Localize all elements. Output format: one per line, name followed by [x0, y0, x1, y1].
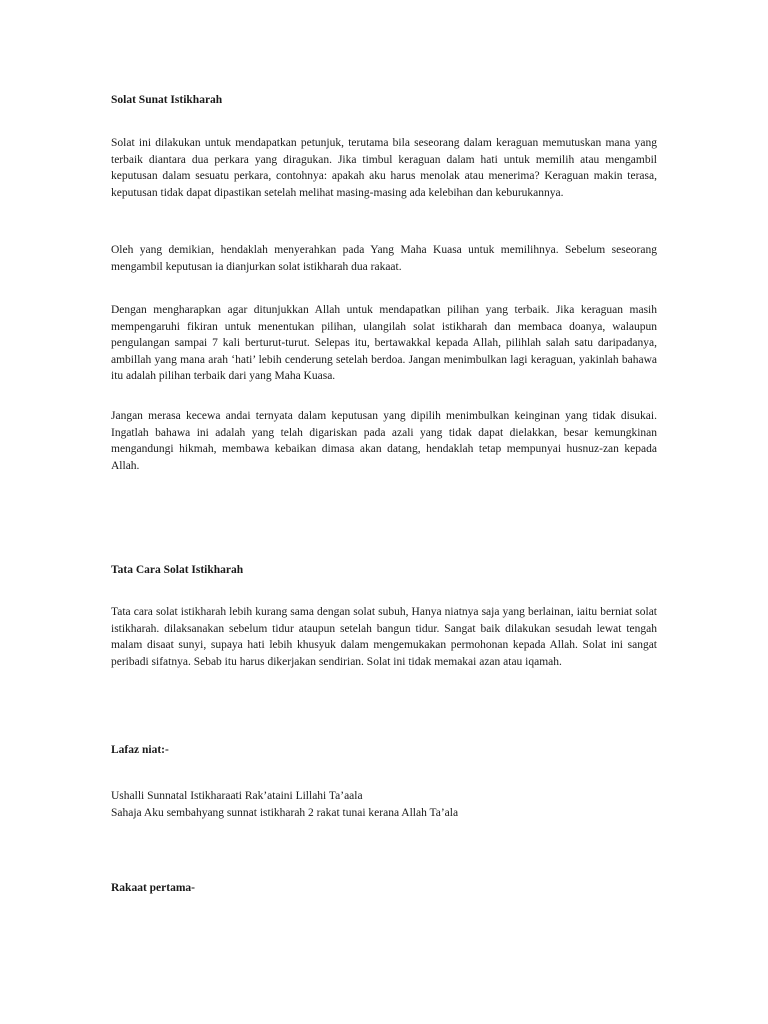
paragraph-jangan-merasa-kecewa: Jangan merasa kecewa andai ternyata dalam keputusan yang dipilih menimbulkan keinginan yang tidak disukai. Ingatlah bahawa ini adalah yang telah digariskan pada azali yang tidak dapat dielakkan, besar kemungkinan mengandungi hikmah, membawa kebaikan dimasa akan datang, hendaklah tetap mempunyai husnuz-zan kepada Allah. — [111, 410, 657, 472]
paragraph-oleh-yang-demikian: Oleh yang demikian, hendaklah menyerahkan pada Yang Maha Kuasa untuk memilihnya. Sebelum seseorang mengambil keputusan ia dianjurkan solat istikharah dua rakaat. — [111, 244, 657, 273]
section-title-tata-cara: Tata Cara Solat Istikharah — [111, 564, 244, 576]
section-title-rakaat-pertama: Rakaat pertama- — [111, 882, 195, 894]
section-title-lafaz-niat: Lafaz niat:- — [111, 744, 169, 756]
paragraph-intro: Solat ini dilakukan untuk mendapatkan petunjuk, terutama bila seseorang dalam keraguan memutuskan mana yang terbaik diantara dua perkara yang diragukan. Jika timbul keraguan dalam hati untuk memilih atau mengambil keputusan dalam sesuatu perkara, contohnya: apakah aku harus menolak atau menerima? Keraguan makin terasa, keputusan tidak dapat dipastikan setelah melihat masing-masing ada kelebihan dan keburukannya. — [111, 137, 657, 199]
paragraph-tata-cara: Tata cara solat istikharah lebih kurang sama dengan solat subuh, Hanya niatnya saja yang berlainan, iaitu berniat solat istikharah. dilaksanakan sebelum tidur ataupun setelah bangun tidur. Sangat baik dilakukan sesudah lewat tengah malam disaat sunyi, supaya hati lebih khusyuk dalam mengemukakan permohonan kepada Allah. Solat ini sangat peribadi sifatnya. Sebab itu harus dikerjakan sendirian. Solat ini tidak memakai azan atau iqamah. — [111, 606, 657, 668]
paragraph-dengan-mengharapkan: Dengan mengharapkan agar ditunjukkan Allah untuk mendapatkan pilihan yang terbaik. Jika keraguan masih mempengaruhi fikiran untuk menentukan pilihan, ulangilah solat istikharah dan membaca doanya, walaupun pengulangan sampai 7 kali berturut-turut. Selepas itu, bertawakkal kepada Allah, pilihlah salah satu daripadanya, ambillah yang mana arah ‘hati’ lebih cenderung setelah berdoa. Jangan menimbulkan lagi keraguan, yakinlah bahawa itu adalah pilihan terbaik dari yang Maha Kuasa. — [111, 304, 657, 382]
section-title-solat-sunat-istikharah: Solat Sunat Istikharah — [111, 94, 223, 106]
lafaz-niat-arabic-line: Ushalli Sunnatal Istikharaati Rak’ataini Lillahi Ta’aala — [111, 790, 363, 802]
lafaz-niat-lines — [111, 788, 657, 821]
lafaz-niat-malay-line: Sahaja Aku sembahyang sunnat istikharah 2 rakat tunai kerana Allah Ta’ala — [111, 806, 459, 819]
